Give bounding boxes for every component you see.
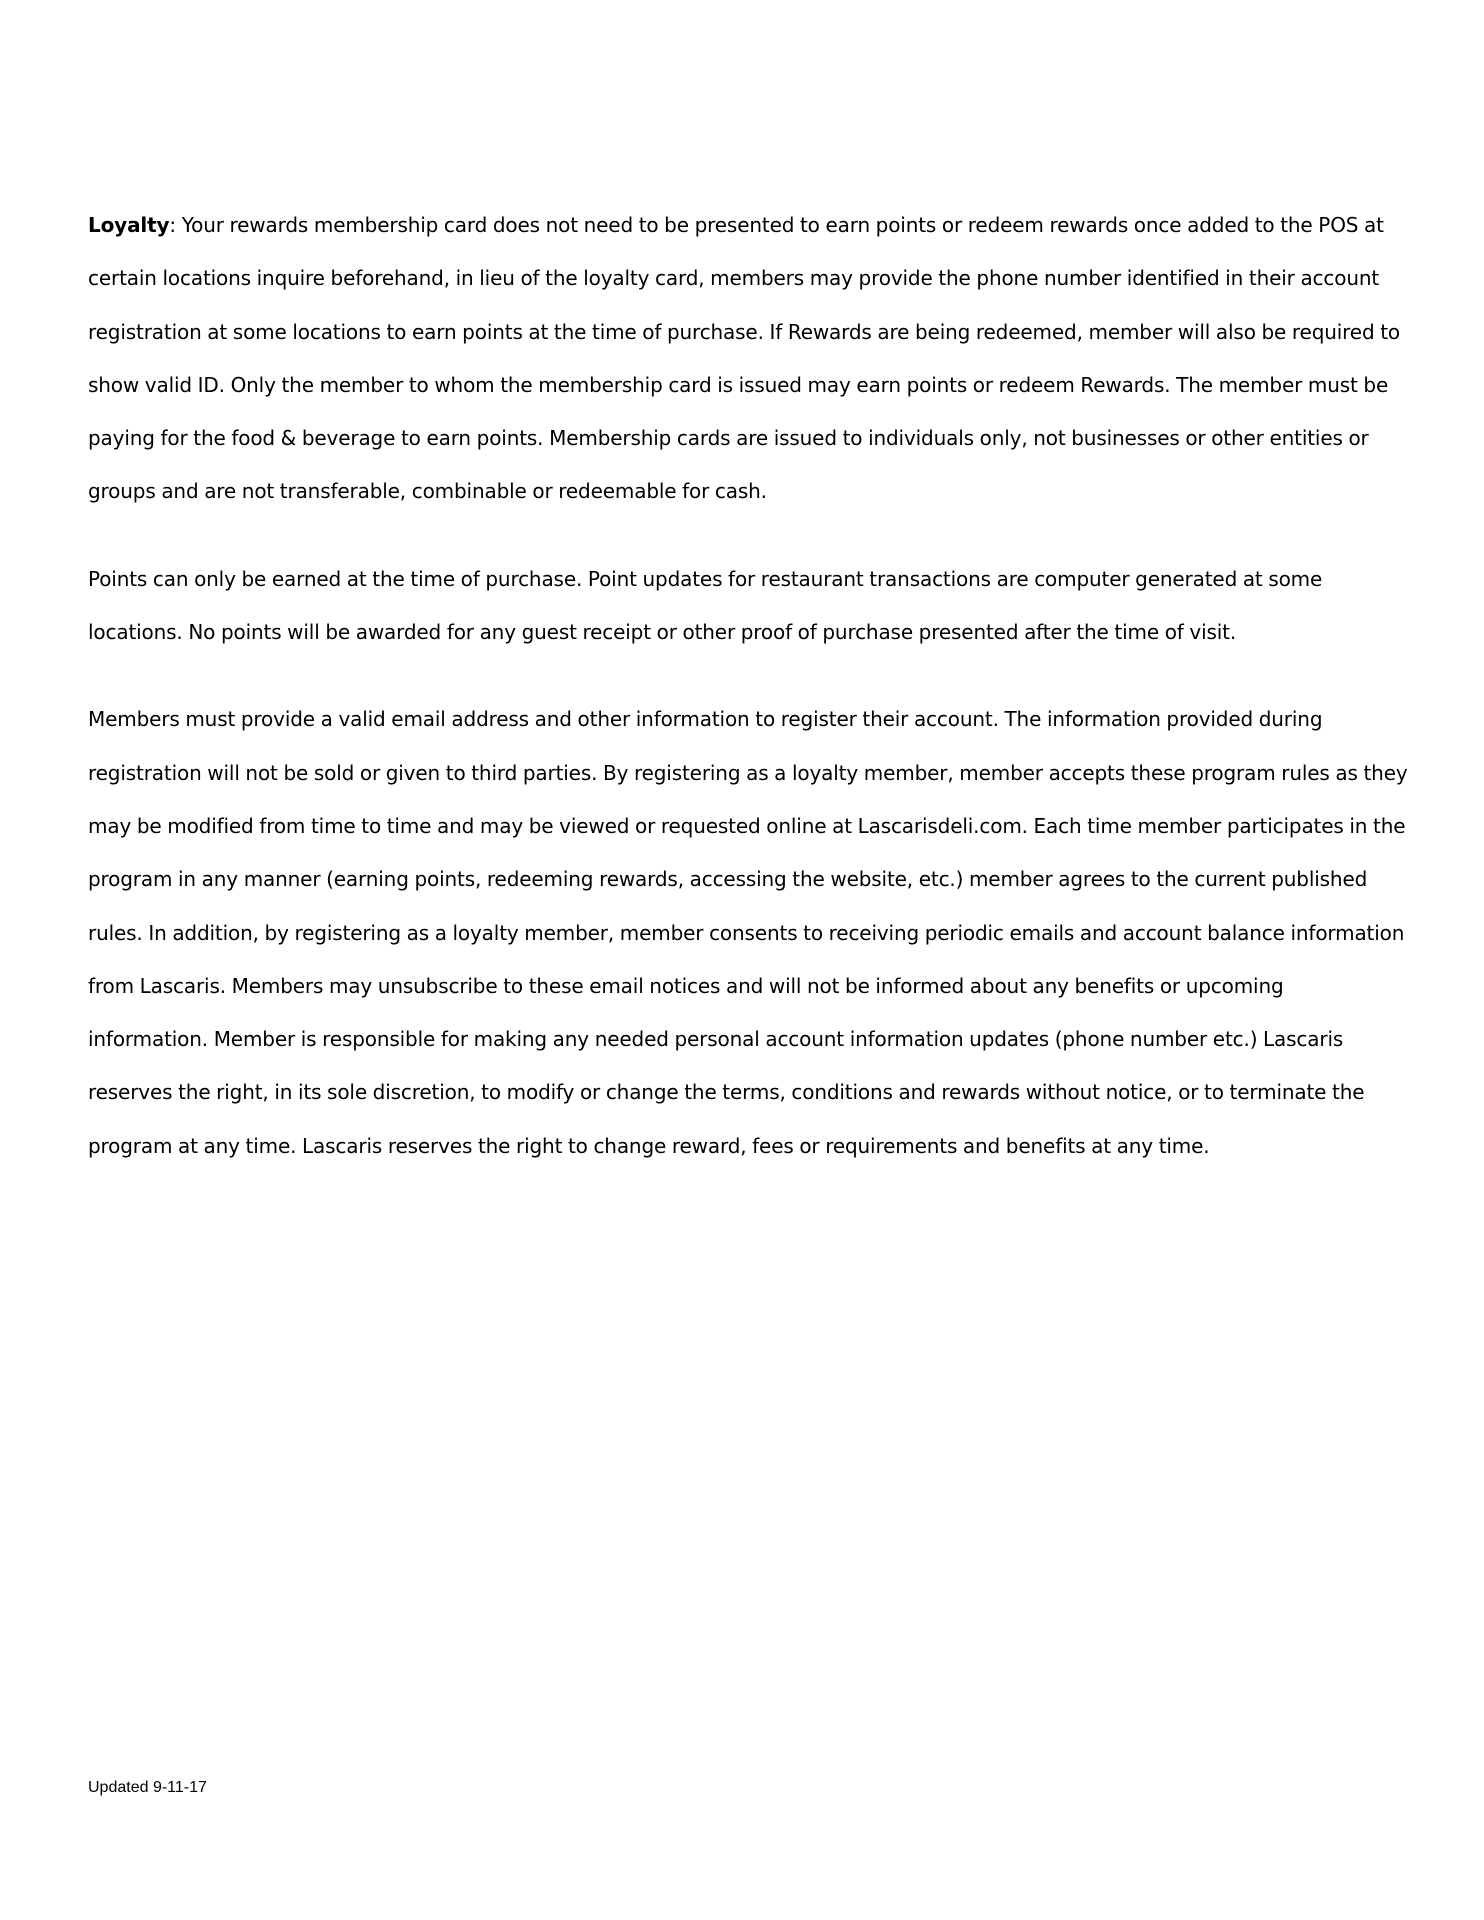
document-body <box>88 199 1408 1207</box>
points-paragraph: Points can only be earned at the time of purchase. Point updates for restaurant transactions are computer generated at some locations. No points will be awarded for any guest receipt or other proof of purchase presented after the time of visit. <box>88 566 1323 645</box>
members-paragraph: Members must provide a valid email address and other information to register their account. The information provided during registration will not be sold or given to third parties. By registering as a loyalty member, member accepts these program rules as they may be modified from time to time and may be viewed or requested online at Lascarisdeli.com. Each time member participates in the program in any manner (earning points, redeeming rewards, accessing the website, etc.) member agrees to the current published rules. In addition, by registering as a loyalty member, member consents to receiving periodic emails and account balance information from Lascaris. Members may unsubscribe to these email notices and will not be informed about any benefits or upcoming information. Member is responsible for making any needed personal account information updates (phone number etc.) Lascaris reserves the right, in its sole discretion, to modify or change the terms, conditions and rewards without notice, or to terminate the program at any time. Lascaris reserves the right to change reward, fees or requirements and benefits at any time. <box>88 707 1408 1158</box>
loyalty-text: : Your rewards membership card does not need to be presented to earn points or redeem rewards once added to the POS at certain locations inquire beforehand, in lieu of the loyalty card, members may provide the phone number identified in their account registration at some locations to earn points at the time of purchase. If Rewards are being redeemed, member will also be required to show valid ID. Only the member to whom the membership card is issued may earn points or redeem Rewards. The member must be paying for the food & beverage to earn points. Membership cards are issued to individuals only, not businesses or other entities or groups and are not transferable, combinable or redeemable for cash. <box>88 213 1400 504</box>
updated-date-footer: Updated 9-11-17 <box>88 1779 207 1796</box>
loyalty-label: Loyalty <box>88 213 170 237</box>
loyalty-paragraph <box>88 199 1408 519</box>
